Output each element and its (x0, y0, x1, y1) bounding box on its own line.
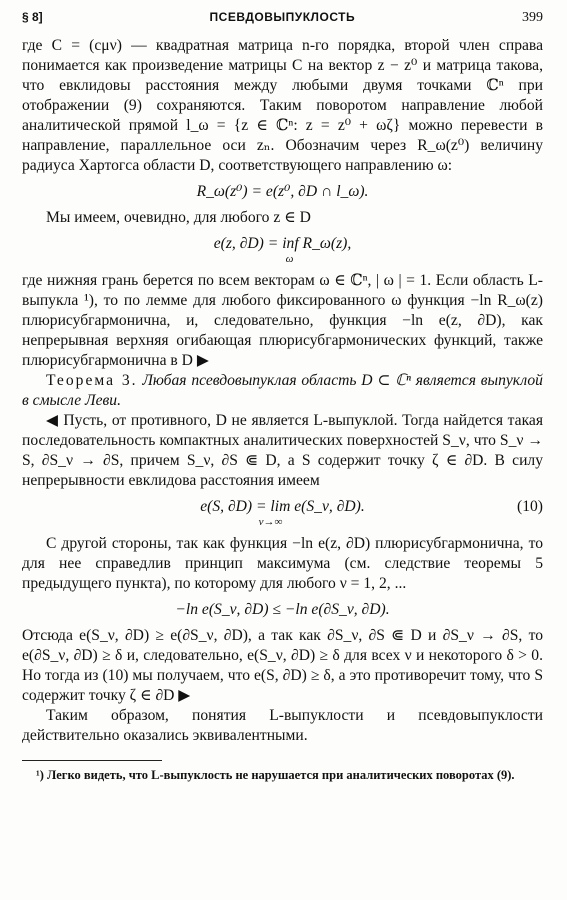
formula-inf (22, 234, 543, 265)
formula-hartogs-radius: R_ω(z⁰) = e(z⁰, ∂D ∩ l_ω). (196, 183, 369, 200)
formula-10 (22, 497, 543, 528)
paragraph-7: Таким образом, понятия L-выпуклости и псевдовыпуклости действительно оказались эквивалентными. (22, 707, 543, 744)
paragraph-2: Мы имеем, очевидно, для любого z ∈ D (46, 209, 311, 226)
page-body (22, 36, 543, 746)
section-marker: § 8] (22, 10, 43, 24)
equation-number-10: (10) (517, 498, 543, 515)
footnote-rule (22, 760, 162, 761)
paragraph-1: где C = (cμν) — квадратная матрица n-го порядка, второй член справа понимается как произведение матрицы C на вектор z − z⁰ и матрица такова, что евклидовы расстояния между любыми двумя точками ℂⁿ при отображении (9) сохраняются. Таким поворотом направление любой аналитической прямой l_ω = {z ∈ ℂⁿ: z = z⁰ + ωζ} можно перевести в направление, параллельное оси zₙ. Обозначим через R_ω(z⁰) величину радиуса Хартогса области D, соответствующего направлению ω: (22, 37, 543, 174)
running-header (22, 10, 543, 36)
theorem-label: Теорема 3. (46, 372, 138, 389)
theorem-3 (22, 371, 543, 411)
formula-10-main: e(S, ∂D) = lim e(S_ν, ∂D). (200, 498, 365, 515)
page-number: 399 (522, 10, 543, 25)
footnote-text: ¹) Легко видеть, что L-выпуклость не нарушается при аналитических поворотах (9). (36, 768, 515, 782)
formula-inf-sub: ω (285, 253, 294, 265)
footnote (22, 767, 543, 783)
paragraph-3: где нижняя грань берется по всем векторам ω ∈ ℂⁿ, | ω | = 1. Если область L-выпукла ¹), то по лемме для любого фиксированного ω функция −ln R_ω(z) плюрисубгармонична, и, следовательно, функция −ln e(z, ∂D), как непрерывная верхняя огибающая плюрисубгармонических функций, также плюрисубгармонична в D ▶ (22, 272, 543, 369)
running-title: ПСЕВДОВЫПУКЛОСТЬ (209, 10, 356, 24)
formula-10-sub: ν→∞ (258, 516, 283, 528)
paragraph-6: Отсюда e(S_ν, ∂D) ≥ e(∂S_ν, ∂D), а так как ∂S_ν, ∂S ⋐ D и ∂S_ν → ∂S, то e(∂S_ν, ∂D) ≥ δ и, следовательно, e(S_ν, ∂D) ≥ δ для всех ν и некоторого δ > 0. Но тогда из (10) мы получаем, что e(S, ∂D) ≥ δ, а это противоречит тому, что S содержит точку ζ ∈ ∂D ▶ (22, 627, 543, 704)
formula-inf-main: e(z, ∂D) = inf R_ω(z), (213, 235, 352, 252)
theorem-statement: Любая псевдовыпуклая область D ⊂ ℂⁿ является выпуклой в смысле Леви. (22, 372, 543, 409)
paragraph-5: С другой стороны, так как функция −ln e(z, ∂D) плюрисубгармонична, то для нее справедлив принцип максимума (см. следствие теоремы 5 предыдущего пункта), по которому для любого ν = 1, 2, ... (22, 535, 543, 592)
paragraph-proof: ◀ Пусть, от противного, D не является L-выпуклой. Тогда найдется такая последовательность компактных аналитических поверхностей S_ν, что S_ν → S, ∂S_ν → ∂S, причем S_ν, ∂S ⋐ D, а S содержит точку ζ ∈ ∂D. В силу непрерывности евклидова расстояния имеем (22, 412, 543, 489)
formula-max-principle: −ln e(S_ν, ∂D) ≤ −ln e(∂S_ν, ∂D). (175, 601, 390, 618)
